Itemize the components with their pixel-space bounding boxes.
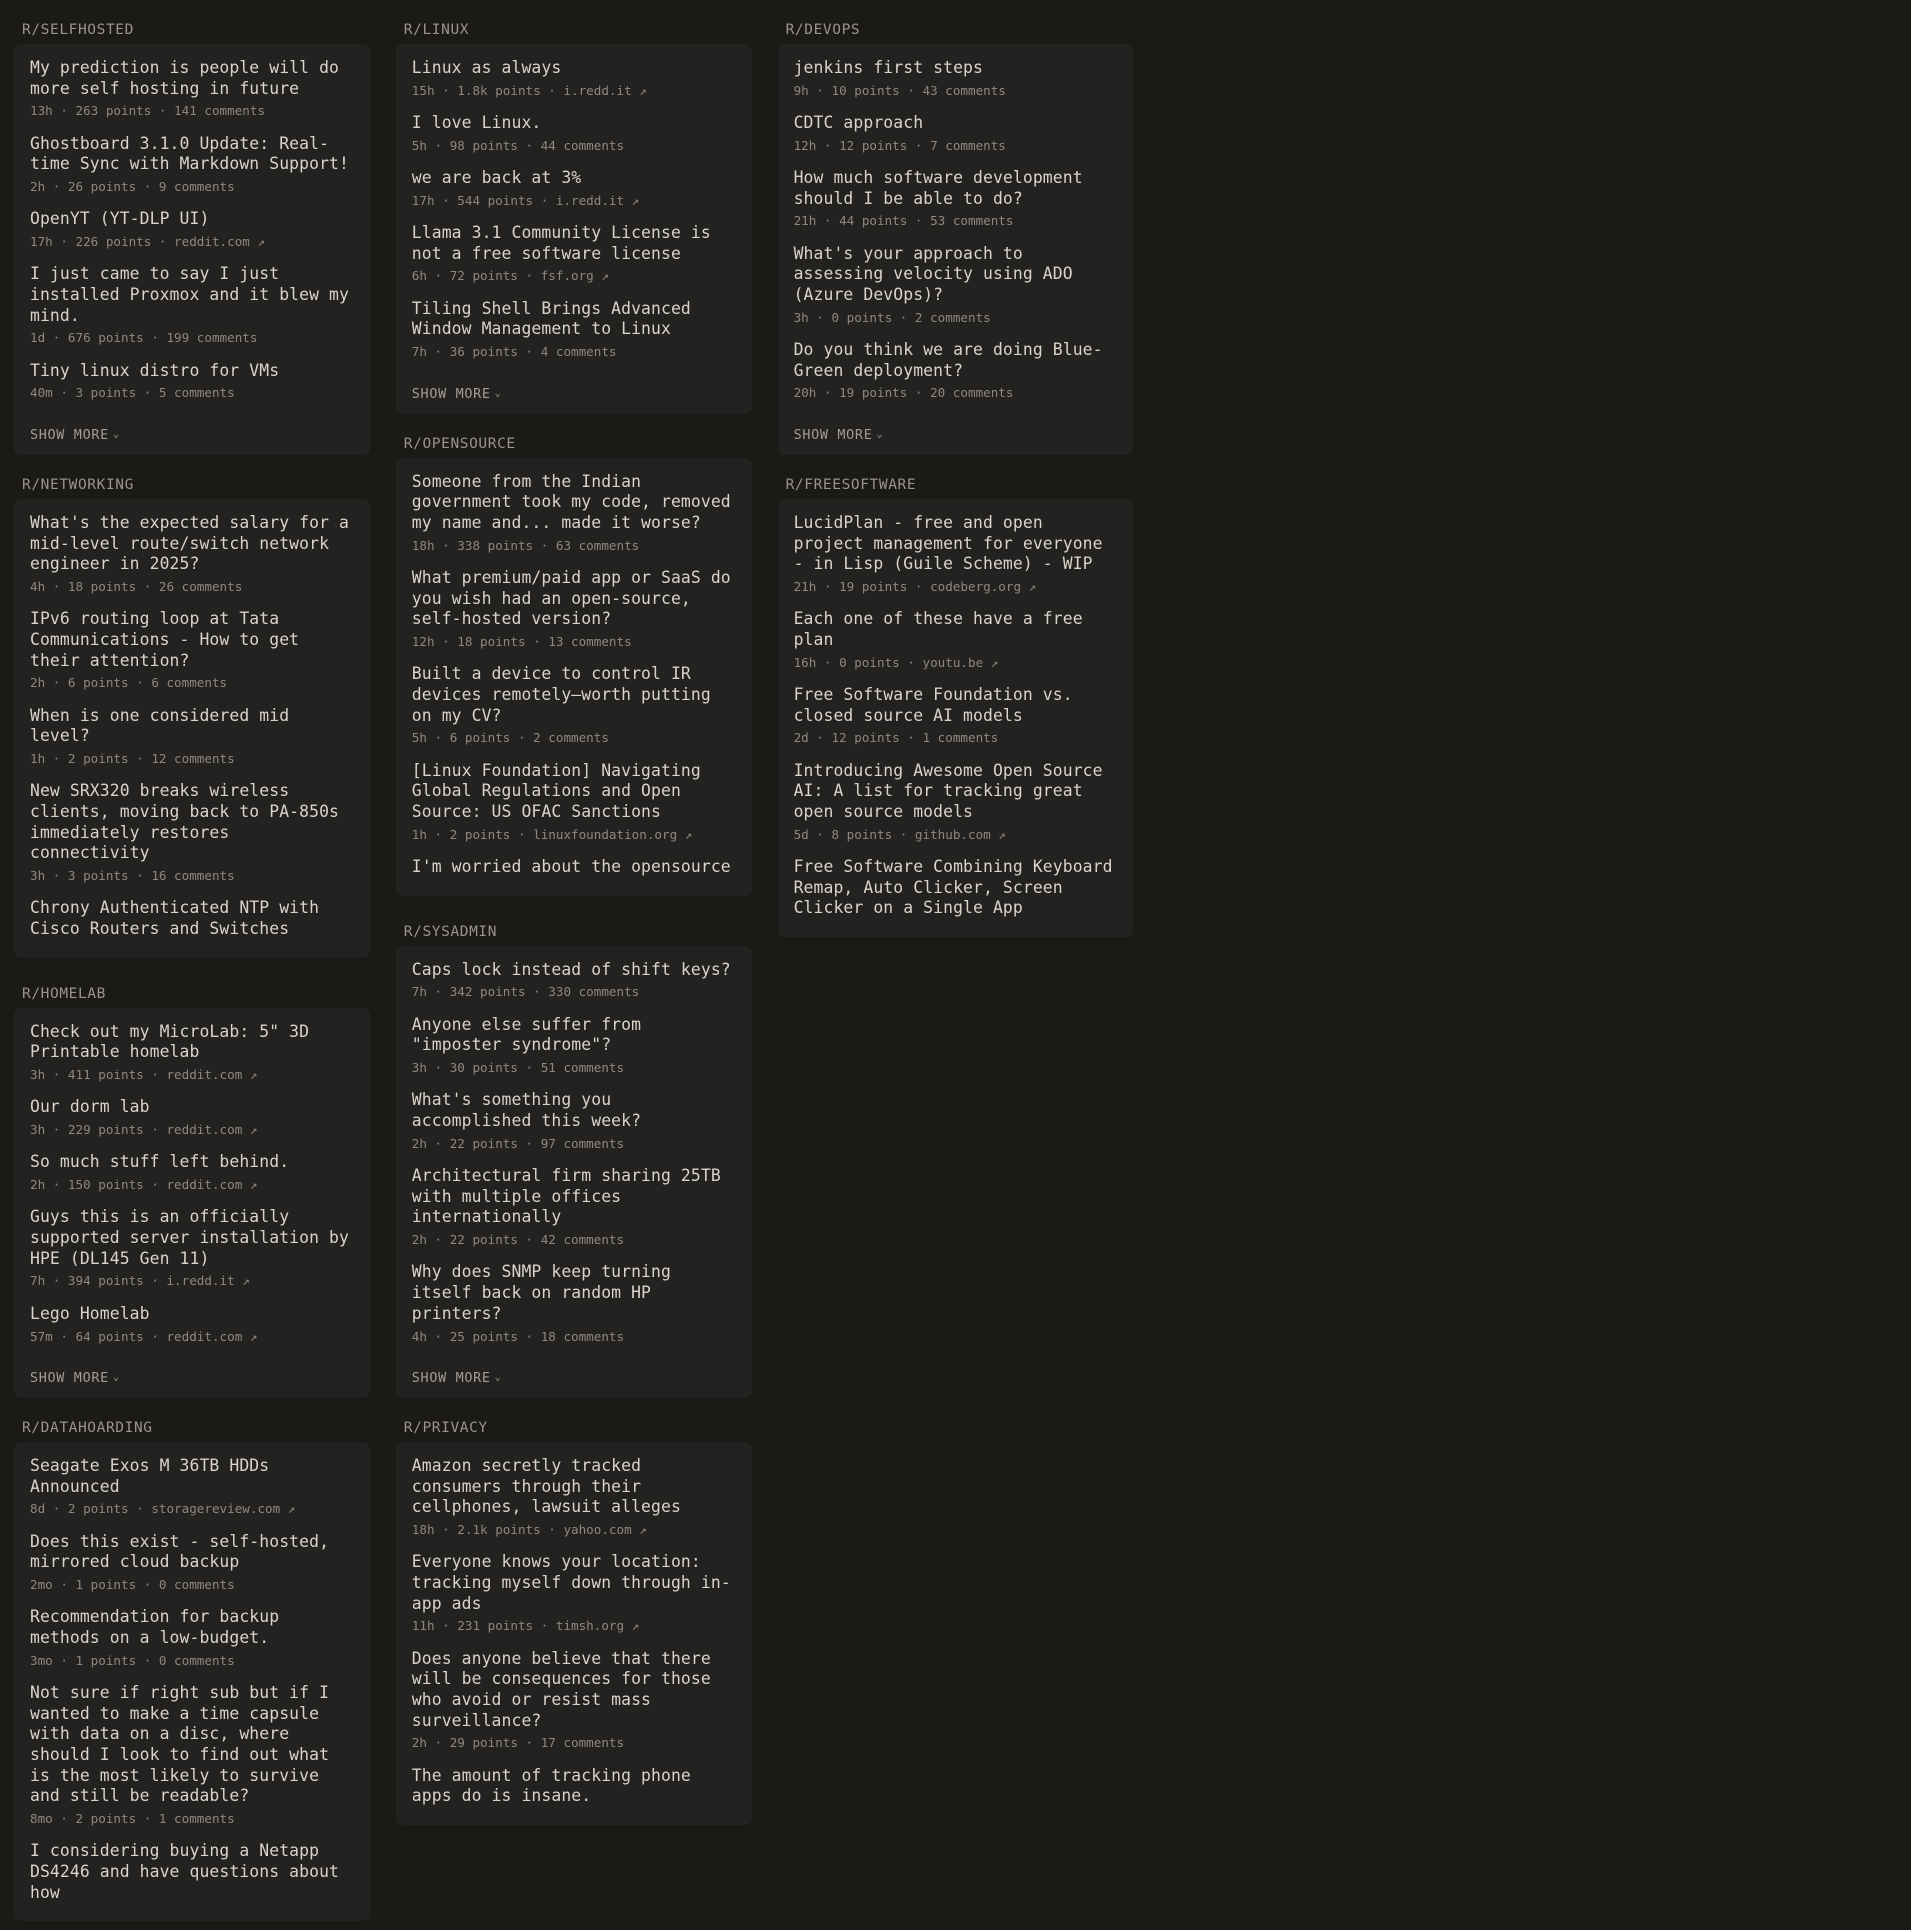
post-item[interactable] bbox=[30, 1456, 354, 1518]
post-item[interactable] bbox=[412, 299, 736, 361]
post-item[interactable] bbox=[30, 1097, 354, 1138]
post-title[interactable]: Linux as always bbox=[411, 58, 562, 77]
subreddit-title[interactable]: R/PRIVACY bbox=[403, 1419, 488, 1436]
show-more-label: SHOW MORE bbox=[793, 427, 873, 443]
post-item[interactable] bbox=[30, 1152, 354, 1193]
show-more-label: SHOW MORE bbox=[30, 1370, 109, 1386]
post-item[interactable] bbox=[30, 134, 354, 196]
subreddit-card bbox=[14, 1442, 370, 1922]
post-item[interactable] bbox=[30, 513, 354, 595]
post-title[interactable]: My prediction is people will do more self hosting in future bbox=[30, 58, 340, 98]
post-title[interactable]: Tiny linux distro for VMs bbox=[30, 360, 280, 380]
post-meta: 1h · 2 points · linuxfoundation.org ↗ bbox=[411, 826, 693, 842]
subreddit-section bbox=[396, 432, 752, 896]
post-meta: 18h · 2.1k points · yahoo.com ↗ bbox=[411, 1521, 647, 1537]
post-item[interactable] bbox=[794, 113, 1118, 154]
post-meta: 8mo · 2 points · 1 comments bbox=[30, 1811, 235, 1826]
post-item[interactable] bbox=[794, 340, 1118, 402]
post-meta: 13h · 263 points · 141 comments bbox=[30, 103, 266, 119]
post-title[interactable]: Someone from the Indian government took my code, removed my name and... made it worse? bbox=[411, 471, 731, 532]
post-title[interactable]: Do you think we are doing Blue-Green deployment? bbox=[793, 340, 1103, 380]
show-more-button[interactable] bbox=[412, 1371, 502, 1388]
feed-column bbox=[778, 18, 1134, 955]
post-meta: 18h · 338 points · 63 comments bbox=[411, 537, 640, 553]
feed-column bbox=[14, 982, 370, 1930]
post-meta: 1d · 676 points · 199 comments bbox=[30, 330, 258, 346]
subreddit-card bbox=[14, 1008, 370, 1398]
subreddit-section bbox=[396, 920, 752, 1398]
post-item[interactable] bbox=[412, 761, 736, 843]
post-title[interactable]: LucidPlan - free and open project management for everyone - in Lisp (Guile Scheme) - WIP bbox=[793, 512, 1103, 574]
show-more-button[interactable] bbox=[794, 428, 884, 445]
post-title[interactable]: How much software development should I be able to do? bbox=[793, 168, 1083, 208]
show-more-label: SHOW MORE bbox=[411, 386, 491, 402]
post-item[interactable] bbox=[794, 609, 1118, 671]
post-title[interactable]: Free Software Combining Keyboard Remap, Auto Clicker, Screen Clicker on a Single App bbox=[793, 857, 1113, 918]
post-title[interactable]: Built a device to control IR devices remotely—worth putting on my CV? bbox=[411, 664, 711, 725]
show-more-label: SHOW MORE bbox=[30, 427, 109, 443]
post-meta: 2h · 29 points · 17 comments bbox=[411, 1735, 625, 1751]
post-meta: 2mo · 1 points · 0 comments bbox=[30, 1576, 235, 1592]
subreddit-card bbox=[778, 44, 1134, 455]
post-item[interactable] bbox=[30, 209, 354, 250]
post-meta: 9h · 10 points · 43 comments bbox=[793, 82, 1006, 98]
feed-column bbox=[14, 18, 370, 976]
post-meta: 5h · 98 points · 44 comments bbox=[411, 137, 625, 153]
post-meta: 3h · 0 points · 2 comments bbox=[793, 309, 991, 325]
post-title[interactable]: IPv6 routing loop at Tata Communications - How to get their attention? bbox=[30, 609, 300, 670]
post-item[interactable] bbox=[412, 1649, 736, 1752]
subreddit-section bbox=[14, 473, 370, 958]
post-item[interactable] bbox=[412, 664, 736, 746]
subreddit-title[interactable]: R/DEVOPS bbox=[785, 22, 861, 38]
post-meta: 21h · 19 points · codeberg.org ↗ bbox=[793, 578, 1037, 594]
post-item[interactable] bbox=[30, 898, 354, 939]
subreddit-title[interactable]: R/HOMELAB bbox=[22, 985, 106, 1002]
post-title[interactable]: I love Linux. bbox=[411, 113, 542, 133]
subreddit-section bbox=[14, 1416, 370, 1922]
post-title[interactable]: Architectural firm sharing 25TB with multiple offices internationally bbox=[411, 1166, 721, 1227]
post-meta: 12h · 18 points · 13 comments bbox=[411, 633, 632, 649]
post-title[interactable]: Our dorm lab bbox=[30, 1097, 150, 1117]
post-meta: 4h · 18 points · 26 comments bbox=[30, 578, 243, 594]
post-title[interactable]: [Linux Foundation] Navigating Global Regulations and Open Source: US OFAC Sanctions bbox=[411, 760, 701, 821]
subreddit-title[interactable]: R/DATAHOARDING bbox=[22, 1419, 153, 1436]
post-title[interactable]: jenkins first steps bbox=[793, 58, 983, 77]
subreddit-card bbox=[396, 1442, 752, 1825]
post-meta: 2h · 22 points · 42 comments bbox=[411, 1232, 625, 1248]
subreddit-title[interactable]: R/FREESOFTWARE bbox=[785, 476, 917, 493]
subreddit-card bbox=[14, 499, 370, 958]
post-meta: 7h · 36 points · 4 comments bbox=[411, 344, 617, 360]
post-item[interactable] bbox=[794, 513, 1118, 595]
post-title[interactable]: What's something you accomplished this week? bbox=[411, 1090, 642, 1131]
post-title[interactable]: Chrony Authenticated NTP with Cisco Routers and Switches bbox=[30, 898, 320, 939]
post-meta: 40m · 3 points · 5 comments bbox=[30, 385, 235, 401]
post-meta: 3h · 411 points · reddit.com ↗ bbox=[30, 1067, 258, 1083]
post-title[interactable]: What premium/paid app or SaaS do you wish had an open-source, self-hosted version? bbox=[411, 567, 731, 629]
post-meta: 2d · 12 points · 1 comments bbox=[793, 730, 999, 746]
post-meta: 8d · 2 points · storagereview.com ↗ bbox=[30, 1501, 296, 1517]
post-title[interactable]: Guys this is an officially supported server installation by HPE (DL145 Gen 11) bbox=[30, 1207, 349, 1268]
post-title[interactable]: Llama 3.1 Community License is not a free software license bbox=[411, 223, 711, 263]
post-meta: 2h · 22 points · 97 comments bbox=[411, 1135, 625, 1151]
subreddit-card bbox=[396, 458, 752, 896]
show-more-label: SHOW MORE bbox=[411, 1370, 491, 1386]
post-title[interactable]: So much stuff left behind. bbox=[30, 1152, 290, 1172]
post-item[interactable] bbox=[412, 1552, 736, 1634]
post-item[interactable] bbox=[30, 781, 354, 884]
post-item[interactable] bbox=[30, 706, 354, 768]
post-meta: 7h · 342 points · 330 comments bbox=[411, 984, 640, 1000]
post-title[interactable]: Ghostboard 3.1.0 Update: Real-time Sync with Markdown Support! bbox=[30, 133, 349, 174]
subreddit-section bbox=[778, 18, 1134, 455]
post-item[interactable] bbox=[412, 472, 736, 554]
post-title[interactable]: The amount of tracking phone apps do is insane. bbox=[411, 1765, 691, 1806]
post-item[interactable] bbox=[30, 1683, 354, 1827]
post-meta: 3h · 30 points · 51 comments bbox=[411, 1060, 625, 1076]
subreddit-section bbox=[778, 473, 1134, 937]
post-meta: 4h · 25 points · 18 comments bbox=[411, 1328, 625, 1344]
post-item[interactable] bbox=[30, 609, 354, 691]
feed-column bbox=[396, 18, 752, 914]
post-title[interactable]: I'm worried about the opensource bbox=[411, 857, 731, 876]
post-item[interactable] bbox=[412, 1766, 736, 1807]
post-title[interactable]: Caps lock instead of shift keys? bbox=[411, 959, 731, 979]
subreddit-title[interactable]: R/NETWORKING bbox=[22, 476, 134, 493]
post-item[interactable] bbox=[30, 58, 354, 120]
post-title[interactable]: Does this exist - self-hosted, mirrored cloud backup bbox=[30, 1531, 330, 1572]
post-item[interactable] bbox=[30, 1841, 354, 1903]
post-meta: 2h · 6 points · 6 comments bbox=[30, 675, 228, 691]
post-meta: 11h · 231 points · timsh.org ↗ bbox=[411, 1618, 640, 1634]
post-meta: 1h · 2 points · 12 comments bbox=[30, 750, 235, 766]
show-more-button[interactable] bbox=[30, 1371, 120, 1388]
post-meta: 15h · 1.8k points · i.redd.it ↗ bbox=[411, 82, 647, 98]
post-title[interactable]: Each one of these have a free plan bbox=[793, 609, 1083, 649]
subreddit-title[interactable]: R/SELFHOSTED bbox=[22, 22, 134, 38]
chevron-down-icon: ⌄ bbox=[494, 388, 502, 399]
post-title[interactable]: What's your approach to assessing velocity using ADO (Azure DevOps)? bbox=[793, 243, 1073, 305]
post-item[interactable] bbox=[794, 168, 1118, 230]
subreddit-card bbox=[396, 44, 752, 414]
post-title[interactable]: Anyone else suffer from "imposter syndrome"? bbox=[411, 1014, 642, 1055]
post-item[interactable] bbox=[30, 264, 354, 346]
subreddit-section bbox=[396, 1416, 752, 1825]
post-title[interactable]: Everyone knows your location: tracking myself down through in-app ads bbox=[411, 1552, 731, 1613]
subreddit-card bbox=[14, 44, 370, 455]
subreddit-card bbox=[396, 946, 752, 1398]
post-meta: 17h · 226 points · reddit.com ↗ bbox=[30, 234, 266, 250]
post-title[interactable]: New SRX320 breaks wireless clients, moving back to PA-850s immediately restores connectivity bbox=[30, 781, 340, 863]
post-item[interactable] bbox=[30, 361, 354, 402]
subreddit-card bbox=[778, 499, 1134, 937]
post-item[interactable] bbox=[30, 1207, 354, 1289]
post-item[interactable] bbox=[412, 1015, 736, 1077]
post-meta: 7h · 394 points · i.redd.it ↗ bbox=[30, 1273, 250, 1289]
subreddit-title[interactable]: R/LINUX bbox=[403, 22, 470, 38]
post-title[interactable]: Check out my MicroLab: 5" 3D Printable homelab bbox=[30, 1021, 310, 1062]
subreddit-section bbox=[396, 18, 752, 414]
post-meta: 2h · 26 points · 9 comments bbox=[30, 179, 235, 195]
subreddit-section bbox=[14, 18, 370, 455]
show-more-button[interactable] bbox=[412, 387, 502, 404]
post-item[interactable] bbox=[794, 58, 1118, 99]
post-meta: 3h · 3 points · 16 comments bbox=[30, 867, 235, 883]
show-more-button[interactable] bbox=[30, 428, 120, 445]
post-title[interactable]: Free Software Foundation vs. closed source AI models bbox=[793, 684, 1073, 725]
post-meta: 16h · 0 points · youtu.be ↗ bbox=[793, 654, 999, 670]
feed-column bbox=[396, 920, 752, 1843]
post-item[interactable] bbox=[412, 1090, 736, 1152]
post-title[interactable]: Introducing Awesome Open Source AI: A list for tracking great open source models bbox=[793, 760, 1103, 821]
post-item[interactable] bbox=[794, 857, 1118, 919]
post-title[interactable]: Why does SNMP keep turning itself back on random HP printers? bbox=[411, 1262, 671, 1323]
post-item[interactable] bbox=[412, 58, 736, 99]
post-title[interactable]: CDTC approach bbox=[793, 113, 924, 133]
chevron-down-icon: ⌄ bbox=[112, 1372, 120, 1384]
post-item[interactable] bbox=[412, 168, 736, 209]
post-title[interactable]: What's the expected salary for a mid-level route/switch network engineer in 2025? bbox=[30, 512, 349, 574]
post-item[interactable] bbox=[794, 761, 1118, 843]
post-title[interactable]: Seagate Exos M 36TB HDDs Announced bbox=[30, 1455, 270, 1496]
post-item[interactable] bbox=[412, 1262, 736, 1344]
subreddit-title[interactable]: R/OPENSOURCE bbox=[403, 435, 516, 452]
post-item[interactable] bbox=[794, 244, 1118, 326]
chevron-down-icon: ⌄ bbox=[494, 1372, 502, 1384]
post-item[interactable] bbox=[794, 685, 1118, 747]
post-title[interactable]: I just came to say I just installed Proxmox and it blew my mind. bbox=[30, 264, 349, 325]
post-title[interactable]: Recommendation for backup methods on a low-budget. bbox=[30, 1607, 280, 1647]
post-meta: 5d · 8 points · github.com ↗ bbox=[793, 826, 1006, 842]
post-meta: 57m · 64 points · reddit.com ↗ bbox=[30, 1328, 258, 1344]
post-item[interactable] bbox=[412, 1166, 736, 1248]
post-item[interactable] bbox=[412, 960, 736, 1001]
chevron-down-icon: ⌄ bbox=[112, 429, 120, 441]
post-meta: 3h · 229 points · reddit.com ↗ bbox=[30, 1122, 258, 1138]
post-item[interactable] bbox=[412, 568, 736, 650]
post-title[interactable]: Not sure if right sub but if I wanted to make a time capsule with data on a disc, where should I look to find out what is the most likely to survive and still be readable? bbox=[30, 1682, 330, 1806]
post-meta: 6h · 72 points · fsf.org ↗ bbox=[411, 268, 609, 284]
post-meta: 12h · 12 points · 7 comments bbox=[793, 137, 1006, 153]
post-item[interactable] bbox=[30, 1607, 354, 1669]
post-title[interactable]: we are back at 3% bbox=[411, 168, 582, 188]
post-title[interactable]: Lego Homelab bbox=[30, 1303, 150, 1323]
post-title[interactable]: OpenYT (YT-DLP UI) bbox=[30, 209, 210, 229]
post-item[interactable] bbox=[30, 1022, 354, 1084]
post-item[interactable] bbox=[30, 1304, 354, 1345]
post-title[interactable]: When is one considered mid level? bbox=[30, 705, 290, 746]
post-item[interactable] bbox=[412, 857, 736, 878]
post-title[interactable]: I considering buying a Netapp DS4246 and have questions about how bbox=[30, 1841, 340, 1902]
post-meta: 2h · 150 points · reddit.com ↗ bbox=[30, 1177, 258, 1193]
post-item[interactable] bbox=[412, 1456, 736, 1538]
post-title[interactable]: Does anyone believe that there will be consequences for those who avoid or resist mass surveillance? bbox=[411, 1648, 711, 1730]
post-title[interactable]: Amazon secretly tracked consumers through their cellphones, lawsuit alleges bbox=[411, 1455, 681, 1517]
chevron-down-icon: ⌄ bbox=[876, 429, 884, 441]
post-meta: 5h · 6 points · 2 comments bbox=[411, 730, 609, 746]
post-meta: 17h · 544 points · i.redd.it ↗ bbox=[411, 192, 640, 208]
post-meta: 3mo · 1 points · 0 comments bbox=[30, 1652, 235, 1668]
post-title[interactable]: Tiling Shell Brings Advanced Window Management to Linux bbox=[411, 298, 691, 339]
post-meta: 20h · 19 points · 20 comments bbox=[793, 385, 1014, 401]
post-item[interactable] bbox=[30, 1532, 354, 1594]
post-meta: 21h · 44 points · 53 comments bbox=[793, 213, 1014, 229]
subreddit-section bbox=[14, 982, 370, 1398]
post-item[interactable] bbox=[412, 113, 736, 154]
post-item[interactable] bbox=[412, 223, 736, 285]
subreddit-title[interactable]: R/SYSADMIN bbox=[403, 923, 498, 940]
